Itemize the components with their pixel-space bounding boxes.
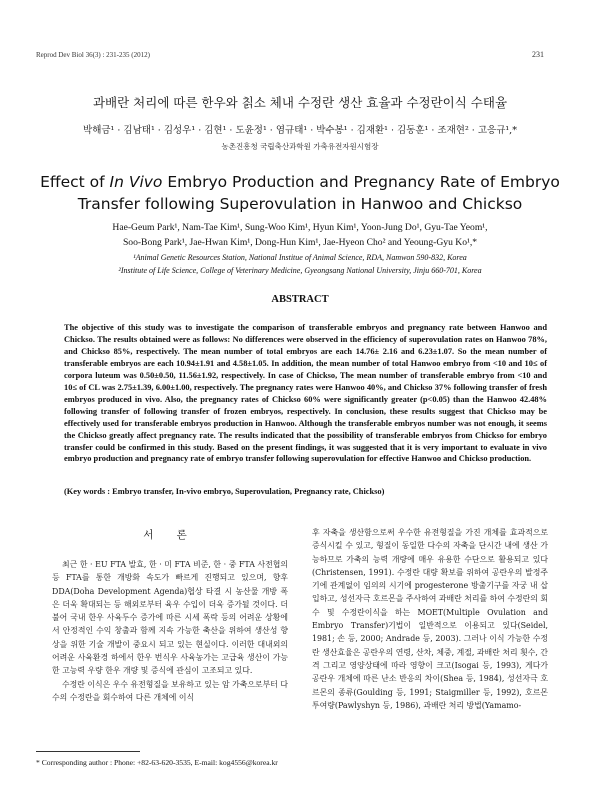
footnote-divider bbox=[36, 751, 140, 752]
intro-paragraph-1: 최근 한 · EU FTA 발효, 한 · 미 FTA 비준, 한 · 중 FTA 사전협의 등 FTA를 통한 개방화 속도가 빠르게 진행되고 있으며, 향후 DDA(Doha Development Agenda)협상 타결 시 농산물 개방 폭은 더욱 확대되는 등 해외로부터 육우 수입이 더욱 증가될 것이다. 더불어 국내 한우 사육두수 증가에 따른 시세 폭락 등의 어려운 상황에서 안정적인 수익 창출과 함께 지속 가능한 축산을 위하여 생산성 향상을 위한 기술 개발이 중요시 되고 있는 현실이다. 이러한 대내외의 어려운 사육환경 하에서 한우 번식우 사육농가는 고급육 생산이 가능한 고능력 우량 한우 개량 및 증식에 관심이 고조되고 있다. bbox=[52, 560, 288, 676]
keywords: (Key words : Embryo transfer, In-vivo embryo, Superovulation, Pregnancy rate, Chickso) bbox=[64, 487, 385, 496]
korean-title: 과배란 처리에 따른 한우와 칡소 체내 수정란 생산 효율과 수정란이식 수태율 bbox=[92, 95, 508, 110]
abstract-heading: ABSTRACT bbox=[271, 294, 329, 305]
english-affiliations bbox=[0, 251, 600, 277]
intro-paragraph-continued: 후 자축을 생산함으로써 우수한 유전형질을 가진 개체를 효과적으로 증식시킬 수 있고, 형질이 동일한 다수의 자축을 단시간 내에 생산 가능하므로 가축의 능력 개량에 매우 유용한 수단으로 활용되고 있다(Christensen, 1991). 수정란 대량 확보를 위하여 공란우의 발정주기에 관계없이 임의의 시기에 progesterone 방출기구를 자궁 내 삽입하고, 성선자극 호르몬을 주사하여 과배란 처리를 하여 수정란의 회수 및 수정란이식을 하는 MOET(Multiple Ovulation and Embryo Transfer)기법이 일반적으로 이용되고 있다(Seidel, 1981; 손 등, 2000; Andrade 등, 2003). 그러나 이식 가능한 수정란 생산효율은 공란우의 연령, 산차, 체중, 계절, 과배란 처리 횟수, 간격 그리고 영양상태에 따라 영향이 크고(Isogai 등, 1993), 게다가 공란우 개체에 따른 난소 반응의 차이(Shea 등, 1984), 성선자극 호르몬의 종류(Goulding 등, 1991; Staigmiller 등, 1992), 호르몬 투여량(Pawlyshyn 등, 1986), 과배란 처리 방법(Yamamo- bbox=[312, 528, 549, 710]
english-authors-line2: Soo-Bong Park¹, Jae-Hwan Kim¹, Dong-Hun Kim¹, Jae-Hyeon Cho² and Yeoung-Gyu Ko¹,* bbox=[122, 237, 478, 248]
english-title bbox=[0, 171, 600, 215]
title-line2: Transfer following Superovulation in Hanwoo and Chickso bbox=[77, 195, 523, 213]
title-line1-post: Embryo Production and Pregnancy Rate of Embryo bbox=[162, 173, 560, 191]
affiliation-1: ¹Animal Genetic Resources Station, National Institue of Animal Science, RDA, Namwon 590-832, Korea bbox=[133, 253, 467, 262]
corresponding-author-footnote: * Corresponding author : Phone: +82-63-620-3535, E-mail: kog4556@korea.kr bbox=[36, 758, 278, 767]
intro-paragraph-2: 수정란 이식은 우수 유전형질을 보유하고 있는 암 가축으로부터 다수의 수정란을 회수하여 다른 개체에 이식 bbox=[52, 679, 288, 702]
korean-affiliation: 농촌진흥청 국립축산과학원 가축유전자원시험장 bbox=[221, 142, 379, 151]
right-column bbox=[312, 526, 548, 712]
affiliation-2: ²Institute of Life Science, College of Veterinary Medicine, Gyeongsang National University, Jinju 660-701, Korea bbox=[118, 266, 482, 275]
title-line1-pre: Effect of bbox=[40, 173, 110, 191]
left-column bbox=[52, 558, 288, 704]
title-line1-italic: In Vivo bbox=[109, 173, 163, 191]
introduction-heading: 서 론 bbox=[143, 529, 197, 541]
english-authors-line1: Hae-Geum Park¹, Nam-Tae Kim¹, Sung-Woo Kim¹, Hyun Kim¹, Yoon-Jung Do¹, Gyu-Tae Yeom¹, bbox=[112, 222, 488, 233]
page-number: 231 bbox=[532, 50, 544, 59]
abstract-body: The objective of this study was to investigate the comparison of transferable embryos and pregnancy rate between Hanwoo and Chickso. The results obtained were as follows: No differences were observed in the efficiency of superovulation rates on Hanwoo 78%, and Chickso 85%, respectively. The mean number of total embryos are each 14.76± 2.16 and 6.23±1.07. So the mean number of transferable embryos are each 10.94±1.91 and 4.58±1.05. In addition, the mean number of total Hanwoo embryo from <10 and 10≤ of corpora luteum was 0.50±0.50, 11.56±1.92, respectively. In case of Chickso, The mean number of transferable embryo from <10 and 10≤ of CL was 2.75±1.39, 6.00±1.00, respectively. The pregnancy rates were Hanwoo 40%, and Chickso 37% following transfer of fresh embryos produced in vivo. Also, the pregnancy rates of Chickso 60% were significantly greater (p<0.05) than the Hanwoo 42.48% following transfer of following transfer of frozen embryos, respectively. In conclusion, these results suggest that Chickso may be effectively used for transferable embryos production in Hanwoo. Although the transferable embryos number was not enough, it seems the Chickso greatly affect pregnancy rate. The results indicated that the possibility of transferable embryos from Chickso for embryo transfer could be confirmed in this study. Based on the present findings, it was suggested that it is very important to evaluate in vivo embryo production and pregnancy rate of embryo transfer following superovulation for effective Hanwoo and Chickso production. bbox=[64, 323, 547, 464]
korean-authors: 박해금¹ · 김남태¹ · 김성우¹ · 김현¹ · 도윤정¹ · 염규태¹ · 박수봉¹ · 김재환¹ · 김동훈¹ · 조재현² · 고응규¹,* bbox=[83, 125, 517, 136]
english-authors bbox=[0, 220, 600, 250]
journal-citation: Reprod Dev Biol 36(3) : 231-235 (2012) bbox=[36, 51, 150, 59]
